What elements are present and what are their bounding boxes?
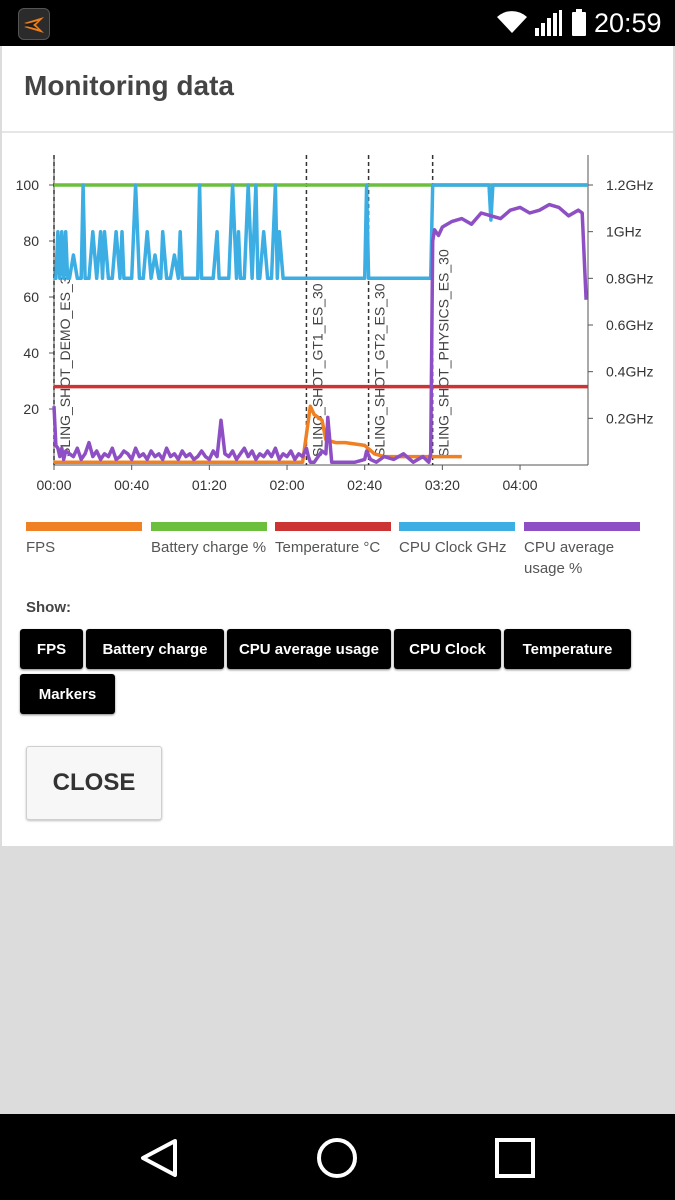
legend-item bbox=[151, 522, 267, 558]
legend-item bbox=[26, 522, 142, 558]
show-label: Show: bbox=[26, 599, 71, 616]
status-time: 20:59 bbox=[594, 8, 662, 38]
legend-label: FPS bbox=[26, 539, 56, 556]
legend-label: Temperature °C bbox=[275, 539, 381, 556]
y-right-tick-label: 0.2GHz bbox=[606, 410, 654, 427]
x-tick-label: 04:00 bbox=[502, 477, 538, 493]
marker-label: SLING_SHOT_GT2_ES_30 bbox=[371, 283, 388, 457]
toggle-temperature[interactable]: Temperature bbox=[504, 629, 631, 669]
legend-item bbox=[399, 522, 515, 558]
status-bar bbox=[0, 0, 675, 46]
back-icon[interactable] bbox=[139, 1138, 179, 1178]
battery-icon bbox=[572, 9, 586, 36]
y-left-tick-label: 80 bbox=[23, 233, 39, 249]
x-tick-label: 00:40 bbox=[114, 477, 150, 493]
marker-label: SLING_SHOT_GT1_ES_30 bbox=[309, 283, 326, 457]
home-icon[interactable] bbox=[315, 1136, 359, 1180]
x-tick-label: 02:40 bbox=[347, 477, 383, 493]
legend-swatch bbox=[524, 522, 640, 531]
legend-swatch bbox=[275, 522, 391, 531]
legend-swatch bbox=[399, 522, 515, 531]
close-button[interactable]: CLOSE bbox=[26, 746, 162, 820]
y-left-tick-label: 20 bbox=[23, 401, 39, 417]
y-right-tick-label: 0.8GHz bbox=[606, 270, 654, 287]
legend-label: CPU average usage % bbox=[524, 539, 615, 577]
dialog-title: Monitoring data bbox=[24, 70, 234, 101]
y-right-tick-label: 0.4GHz bbox=[606, 363, 654, 380]
legend-item bbox=[524, 522, 640, 579]
y-left-tick-label: 40 bbox=[23, 345, 39, 361]
x-tick-label: 00:00 bbox=[36, 477, 72, 493]
navigation-bar bbox=[0, 1114, 675, 1200]
toggle-markers[interactable]: Markers bbox=[20, 674, 115, 714]
monitoring-chart bbox=[2, 150, 673, 510]
monitoring-dialog bbox=[2, 46, 673, 846]
y-right-tick-label: 1.2GHz bbox=[606, 177, 654, 193]
legend-label: Battery charge % bbox=[151, 539, 267, 556]
toggle-fps[interactable]: FPS bbox=[20, 629, 83, 669]
marker-label: SLING_SHOT_PHYSICS_ES_30 bbox=[435, 249, 452, 457]
marker-label: SLING_SHOT_DEMO_ES_30 bbox=[57, 268, 73, 457]
x-tick-label: 03:20 bbox=[424, 477, 460, 493]
title-divider bbox=[2, 131, 673, 133]
toggle-cpu-clock[interactable]: CPU Clock bbox=[394, 629, 501, 669]
legend-label: CPU Clock GHz bbox=[399, 539, 507, 556]
x-tick-label: 02:00 bbox=[269, 477, 305, 493]
x-tick-label: 01:20 bbox=[191, 477, 227, 493]
recents-icon[interactable] bbox=[495, 1138, 535, 1178]
legend-swatch bbox=[151, 522, 267, 531]
signal-icon bbox=[534, 10, 562, 36]
y-right-tick-label: 0.6GHz bbox=[606, 317, 654, 333]
legend-swatch bbox=[26, 522, 142, 531]
app-3dmark-icon bbox=[18, 8, 50, 40]
series-line-3 bbox=[54, 185, 588, 278]
toggle-battery-charge[interactable]: Battery charge bbox=[86, 629, 224, 669]
legend-item bbox=[275, 522, 391, 558]
y-left-tick-label: 60 bbox=[23, 289, 39, 305]
toggle-cpu-average-usage[interactable]: CPU average usage bbox=[227, 629, 391, 669]
wifi-icon bbox=[496, 10, 528, 34]
y-right-tick-label: 1GHz bbox=[606, 223, 642, 240]
y-left-tick-label: 100 bbox=[15, 177, 39, 193]
